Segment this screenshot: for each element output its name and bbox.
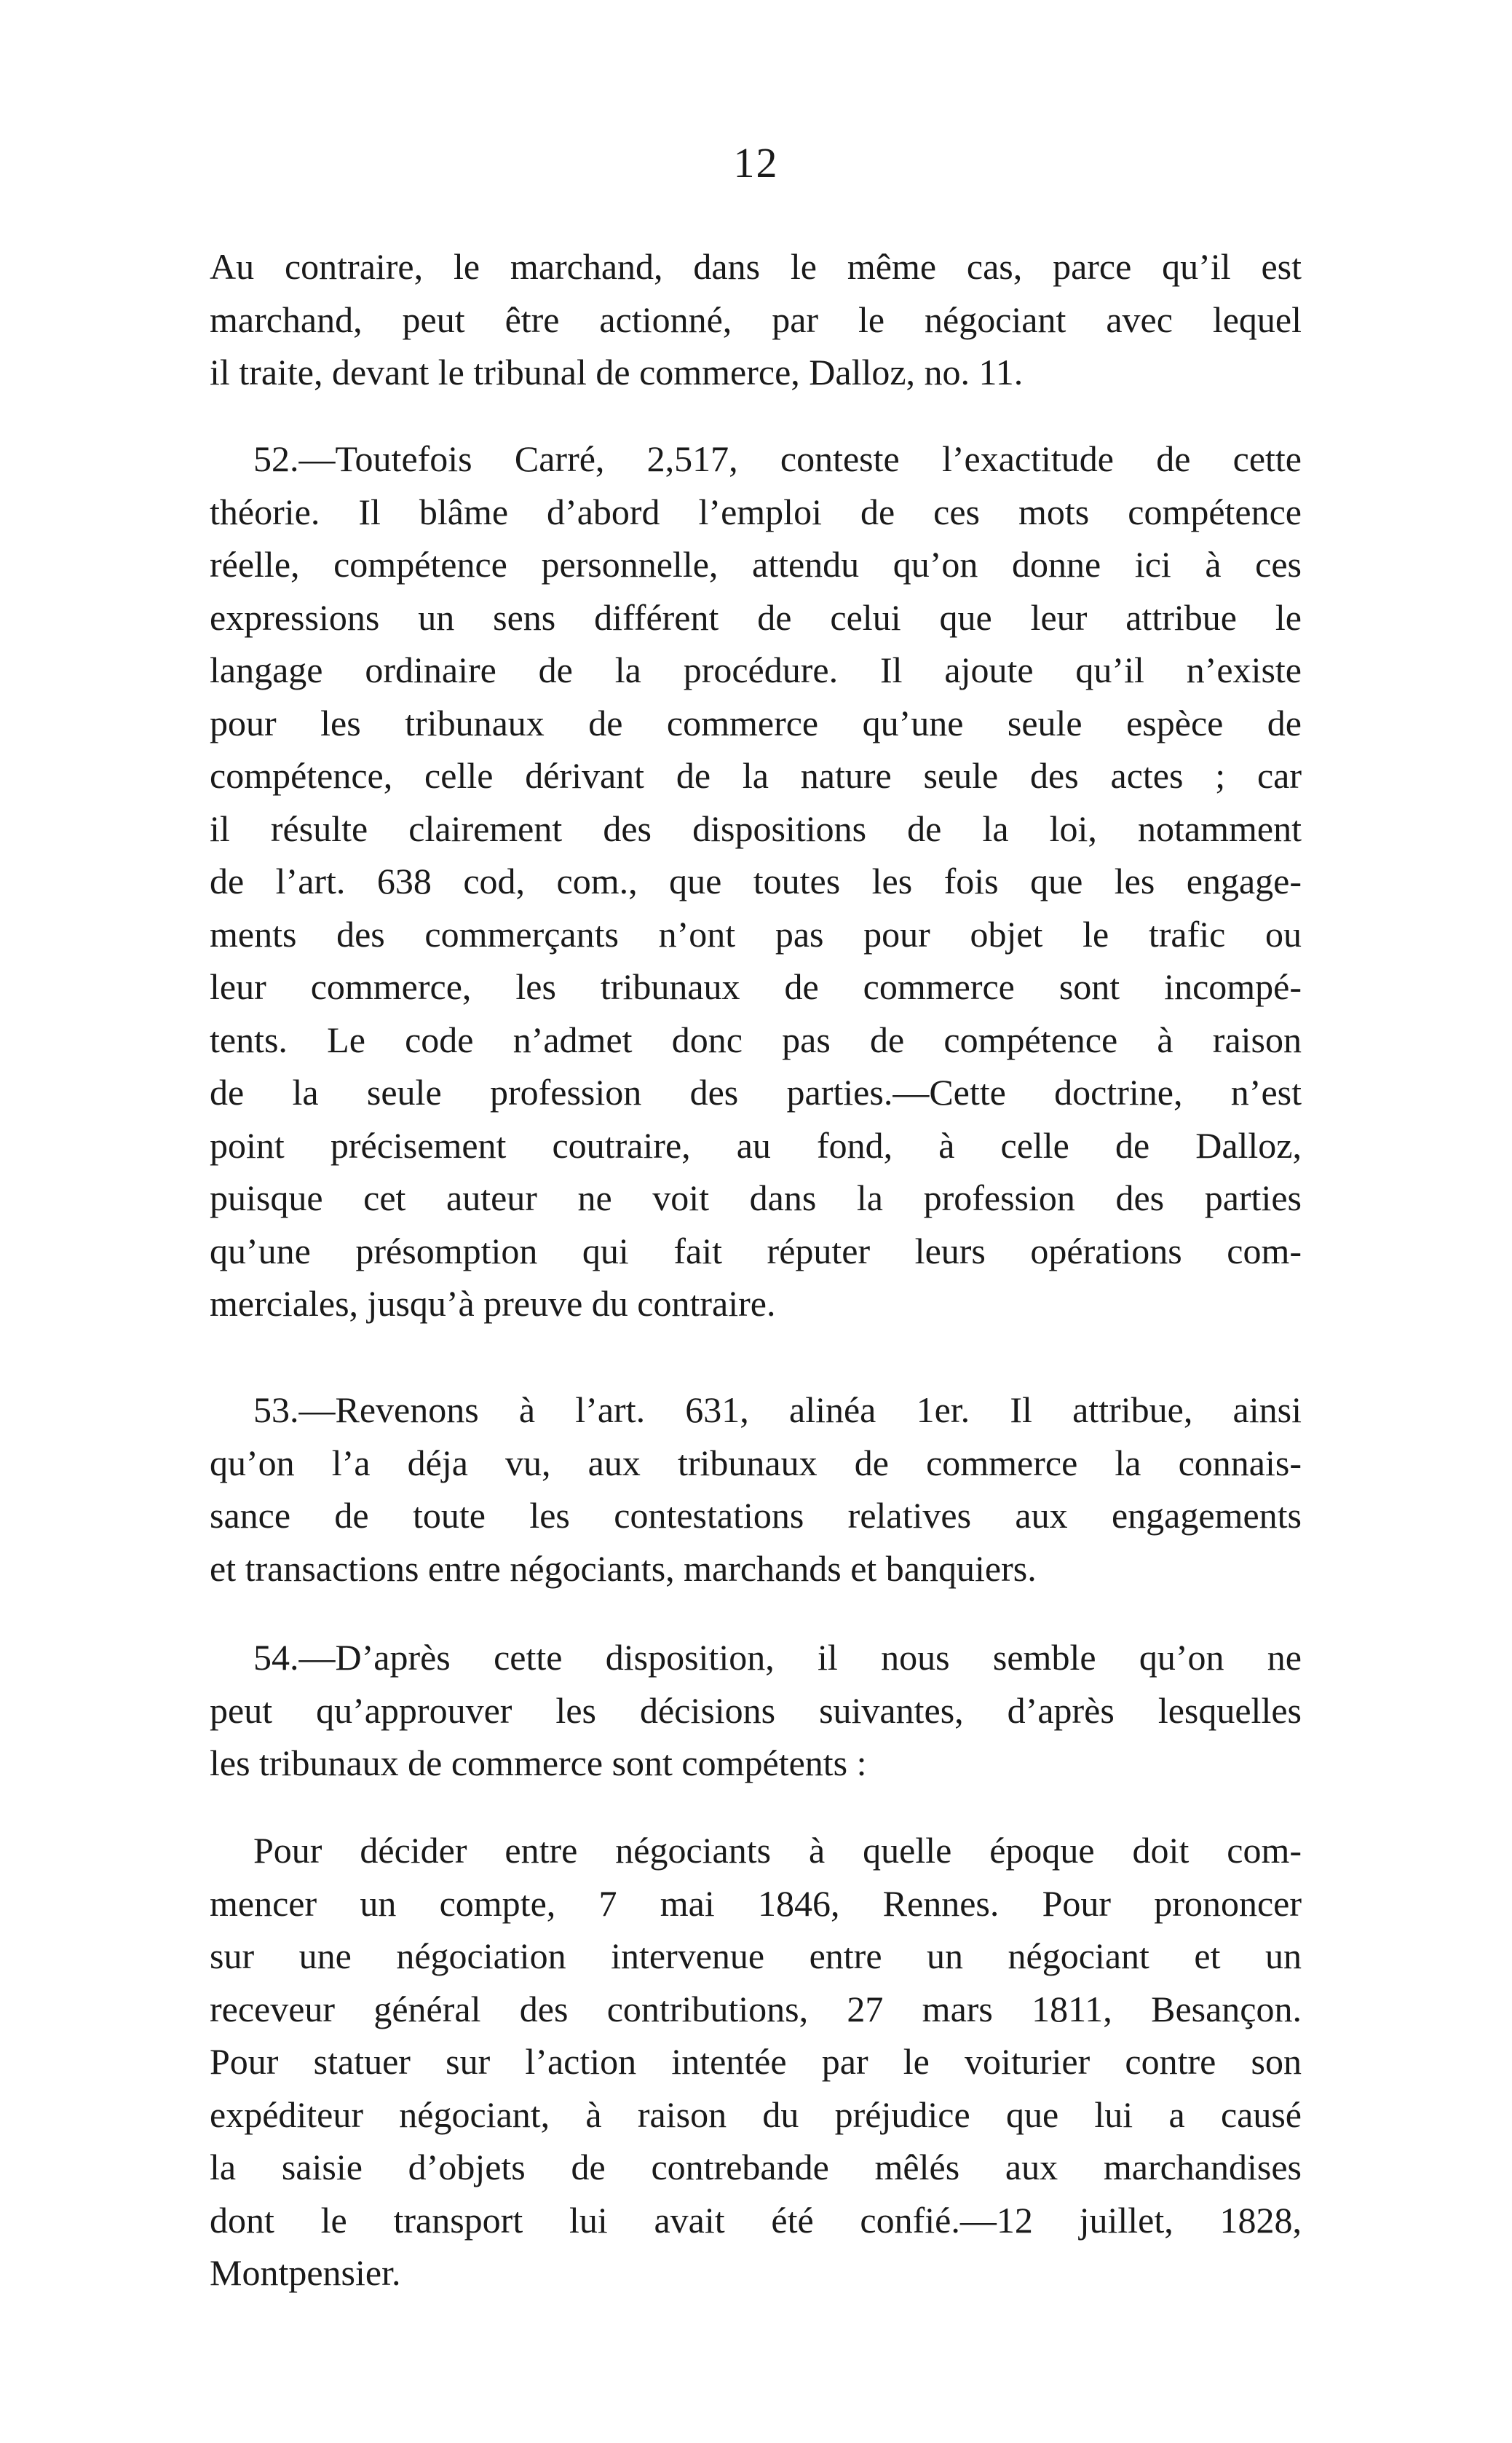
text-line: tents. Le code n’admet donc pas de compétence à raison xyxy=(210,1019,1302,1060)
text-line: merciales, jusqu’à preuve du contraire. xyxy=(210,1283,776,1324)
paragraph-decisions xyxy=(210,1824,1302,2300)
text-line: Montpensier. xyxy=(210,2252,401,2293)
text-line: Pour statuer sur l’action intentée par le voiturier contre son xyxy=(210,2041,1302,2082)
text-line: il résulte clairement des dispositions de la loi, notamment xyxy=(210,808,1302,849)
text-line: receveur général des contributions, 27 mars 1811, Besançon. xyxy=(210,1988,1302,2029)
text-line: Pour décider entre négociants à quelle époque doit com- xyxy=(253,1830,1302,1871)
text-line: pour les tribunaux de commerce qu’une seule espèce de xyxy=(210,702,1302,743)
text-line: dont le transport lui avait été confié.—12 juillet, 1828, xyxy=(210,2199,1302,2241)
text-line: sance de toute les contestations relatives aux engagements xyxy=(210,1495,1302,1536)
paragraph-intro xyxy=(210,240,1302,399)
paragraph-54 xyxy=(210,1631,1302,1790)
text-line: puisque cet auteur ne voit dans la profession des parties xyxy=(210,1177,1302,1218)
text-line: de la seule profession des parties.—Cette doctrine, n’est xyxy=(210,1072,1302,1113)
text-line: réelle, compétence personnelle, attendu qu’on donne ici à ces xyxy=(210,544,1302,585)
text-line: qu’on l’a déja vu, aux tribunaux de commerce la connais- xyxy=(210,1442,1302,1483)
text-line: 53.—Revenons à l’art. 631, alinéa 1er. Il attribue, ainsi xyxy=(253,1389,1302,1430)
text-line: point précisement coutraire, au fond, à celle de Dalloz, xyxy=(210,1124,1302,1166)
text-line: expéditeur négociant, à raison du préjudice que lui a causé xyxy=(210,2093,1302,2135)
text-line: leur commerce, les tribunaux de commerce sont incompé- xyxy=(210,966,1302,1007)
text-line: il traite, devant le tribunal de commerce, Dalloz, no. 11. xyxy=(210,352,1024,392)
text-line: marchand, peut être actionné, par le négociant avec lequel xyxy=(210,299,1302,340)
text-line: langage ordinaire de la procédure. Il ajoute qu’il n’existe xyxy=(210,650,1302,690)
text-line: les tribunaux de commerce sont compétents : xyxy=(210,1743,867,1783)
text-line: mencer un compte, 7 mai 1846, Rennes. Pour prononcer xyxy=(210,1882,1302,1924)
text-line: 54.—D’après cette disposition, il nous semble qu’on ne xyxy=(253,1637,1302,1678)
text-line: peut qu’approuver les décisions suivantes, d’après lesquelles xyxy=(210,1689,1302,1731)
text-line: ments des commerçants n’ont pas pour objet le trafic ou xyxy=(210,913,1302,955)
text-line: et transactions entre négociants, marchands et banquiers. xyxy=(210,1547,1037,1589)
text-line: sur une négociation intervenue entre un négociant et un xyxy=(210,1935,1302,1976)
text-line: Au contraire, le marchand, dans le même cas, parce qu’il est xyxy=(210,246,1302,287)
text-line: théorie. Il blâme d’abord l’emploi de ces mots compétence xyxy=(210,491,1302,532)
text-line: qu’une présomption qui fait réputer leurs opérations com- xyxy=(210,1230,1302,1271)
text-line: compétence, celle dérivant de la nature seule des actes ; car xyxy=(210,755,1302,796)
text-line: de l’art. 638 cod, com., que toutes les fois que les engage- xyxy=(210,861,1302,901)
paragraph-53 xyxy=(210,1384,1302,1595)
text-line: la saisie d’objets de contrebande mêlés aux marchandises xyxy=(210,2147,1302,2187)
text-line: expressions un sens différent de celui que leur attribue le xyxy=(210,596,1302,638)
text-line: 52.—Toutefois Carré, 2,517, conteste l’exactitude de cette xyxy=(253,438,1302,479)
paragraph-52 xyxy=(210,433,1302,1330)
page-number: 12 xyxy=(733,139,779,186)
